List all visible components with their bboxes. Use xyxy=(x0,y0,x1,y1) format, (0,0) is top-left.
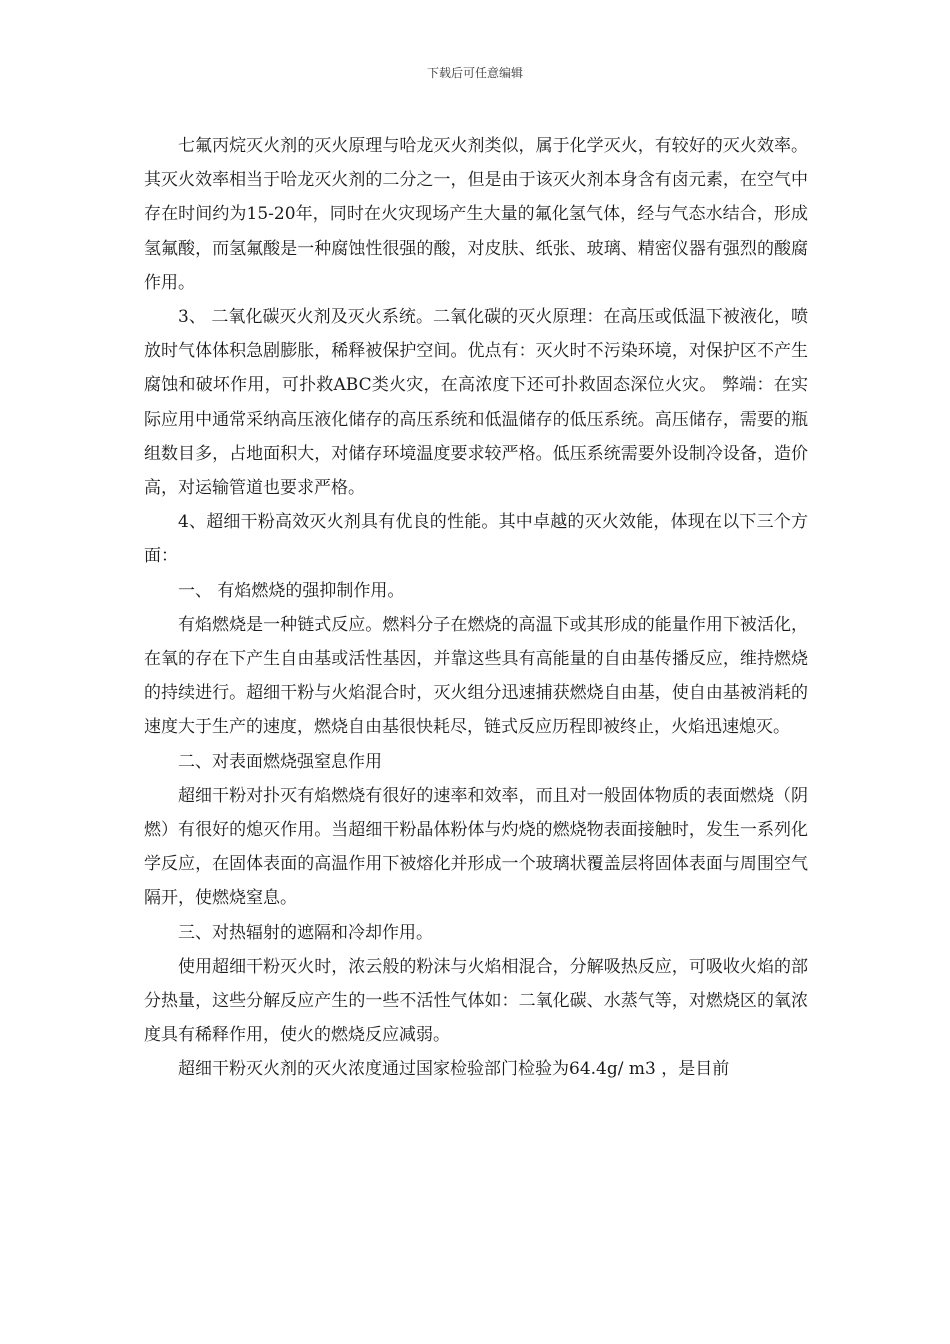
paragraph-co2-system: 3、 二氧化碳灭火剂及灭火系统。二氧化碳的灭火原理：在高压或低温下被液化，喷放时气体体积急剧膨胀，稀释被保护空间。优点有：灭火时不污染环境，对保护区不产生腐蚀和破坏作用，可扑救ABC类火灾，在高浓度下还可扑救固态深位火灾。 弊端：在实际应用中通常采纳高压液化储存的高压系统和低温储存的低压系统。高压储存，需要的瓶组数目多，占地面积大，对储存环境温度要求较严格。低压系统需要外设制冷设备，造价高，对运输管道也要求严格。 xyxy=(144,307,808,499)
paragraph-surface-combustion: 超细干粉对扑灭有焰燃烧有很好的速率和效率，而且对一般固体物质的表面燃烧（阴燃）有很好的熄灭作用。当超细干粉晶体粉体与灼烧的燃烧物表面接触时，发生一系列化学反应，在固体表面的高温作用下被熔化并形成一个玻璃状覆盖层将固体表面与周围空气隔开，使燃烧窒息。 xyxy=(144,785,808,909)
paragraph-ultrafine-powder-intro: 4、超细干粉高效灭火剂具有优良的性能。其中卓越的灭火效能，体现在以下三个方面： xyxy=(144,512,808,567)
document-body xyxy=(144,129,808,1087)
heading-surface-smothering: 二、对表面燃烧强窒息作用 xyxy=(178,751,382,772)
paragraph-chain-reaction: 有焰燃烧是一种链式反应。燃料分子在燃烧的高温下或其形成的能量作用下被活化，在氧的存在下产生自由基或活性基因，并靠这些具有高能量的自由基传播反应，维持燃烧的持续进行。超细干粉与火焰混合时，灭火组分迅速捕获燃烧自由基，使自由基被消耗的速度大于生产的速度，燃烧自由基很快耗尽，链式反应历程即被终止，火焰迅速熄灭。 xyxy=(144,614,808,738)
paragraph-concentration: 超细干粉灭火剂的灭火浓度通过国家检验部门检验为64.4g/ m3 ，是目前 xyxy=(178,1059,730,1080)
paragraph-heptafluoropropane: 七氟丙烷灭火剂的灭火原理与哈龙灭火剂类似，属于化学灭火，有较好的灭火效率。其灭火效率相当于哈龙灭火剂的二分之一，但是由于该灭火剂本身含有卤元素，在空气中存在时间约为15-20年，同时在火灾现场产生大量的氟化氢气体，经与气态水结合，形成氢氟酸，而氢氟酸是一种腐蚀性很强的酸，对皮肤、纸张、玻璃、精密仪器有强烈的酸腐作用。 xyxy=(144,136,808,293)
paragraph-cooling-effect: 使用超细干粉灭火时，浓云般的粉沫与火焰相混合，分解吸热反应，可吸收火焰的部分热量，这些分解反应产生的一些不活性气体如：二氧化碳、水蒸气等，对燃烧区的氧浓度具有稀释作用，使火的燃烧反应减弱。 xyxy=(144,956,808,1046)
heading-heat-radiation: 三、对热辐射的遮隔和冷却作用。 xyxy=(178,922,433,943)
heading-flame-suppression: 一、 有焰燃烧的强抑制作用。 xyxy=(178,580,405,601)
page-header: 下载后可任意编辑 xyxy=(426,66,523,80)
